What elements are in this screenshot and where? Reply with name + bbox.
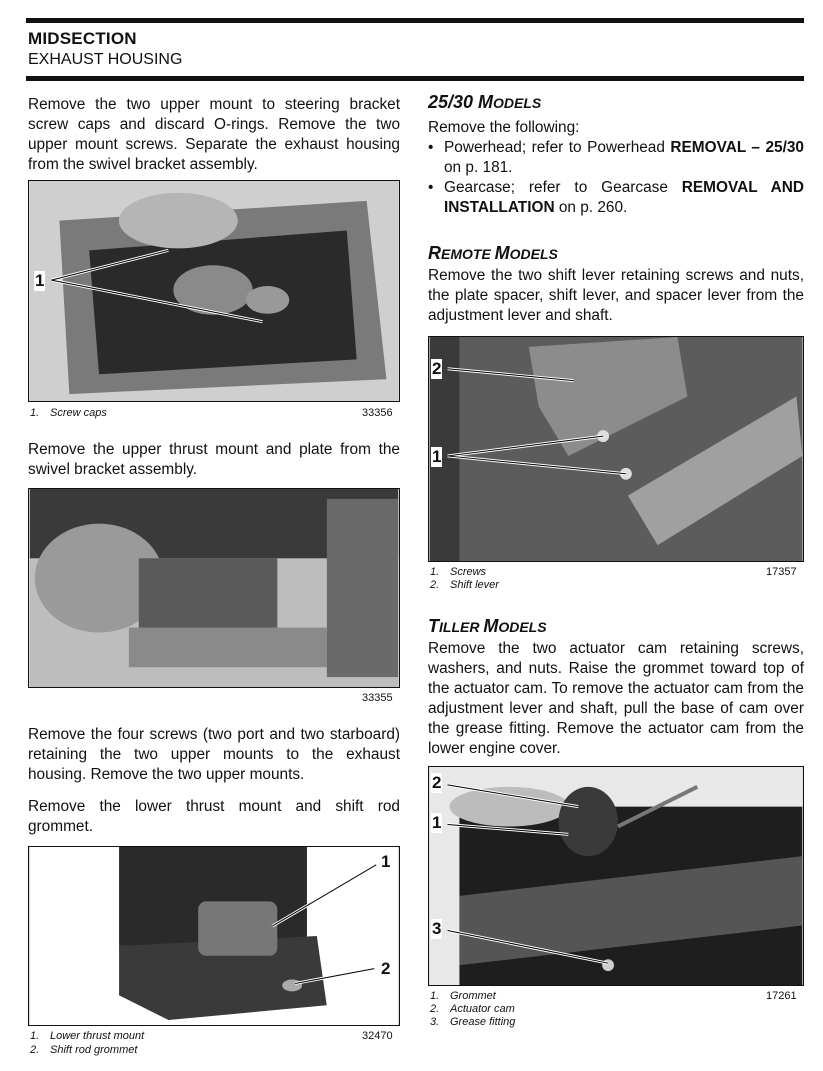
figure-actuator-cam — [428, 766, 804, 986]
figure-3-caption-2: 2. Shift rod grommet — [30, 1044, 138, 1056]
section-25-30-intro: Remove the following: — [428, 119, 580, 136]
list-item: • Powerhead; refer to Powerhead REMOVAL – 25/30 on p. 181. — [428, 138, 804, 178]
section-25-30-models-heading: 25/30 MODELS — [428, 92, 542, 112]
figure-5-id: 17261 — [766, 990, 797, 1002]
figure-screw-caps — [28, 180, 400, 402]
page-subtitle: EXHAUST HOUSING — [28, 51, 183, 68]
figure-lower-thrust-mount — [28, 846, 400, 1026]
figure-3-id: 32470 — [362, 1030, 393, 1042]
left-paragraph-1: Remove the two upper mount to steering bracket screw caps and discard O-rings. Remove the two upper mount screws. Separate the exhaust housing from the swivel bracket assembly. — [28, 96, 400, 173]
figure-5-caption-3: 3. Grease fitting — [430, 1016, 516, 1028]
left-paragraph-2: Remove the upper thrust mount and plate from the swivel bracket assembly. — [28, 441, 400, 478]
figure-upper-thrust-mount — [28, 488, 400, 688]
figure-5-callout-3: 3 — [432, 919, 442, 938]
section-25-30-list — [428, 138, 804, 218]
figure-5-caption-2: 2. Actuator cam — [430, 1003, 515, 1015]
figure-1-callout-1: 1 — [35, 271, 45, 290]
figure-1-caption: 1. Screw caps — [30, 407, 107, 419]
figure-shift-lever-photo — [429, 337, 803, 561]
figure-4-caption-1: 1. Screws — [430, 566, 487, 578]
figure-3-caption-1: 1. Lower thrust mount — [30, 1030, 145, 1042]
section-remote-models-heading: REMOTE MODELS — [428, 243, 558, 263]
figure-3-callout-1: 1 — [381, 852, 391, 871]
figure-5-callout-1: 1 — [432, 813, 442, 832]
figure-5-callout-2: 2 — [432, 773, 442, 792]
figure-4-callout-1: 1 — [432, 447, 442, 466]
figure-5-caption-1: 1. Grommet — [430, 990, 496, 1002]
top-rule — [26, 18, 804, 23]
figure-shift-lever — [428, 336, 804, 562]
figure-3-callout-2: 2 — [381, 959, 391, 978]
section-tiller-models-heading: TILLER MODELS — [428, 616, 547, 636]
section-remote-models-text: Remove the two shift lever retaining screws and nuts, the plate spacer, shift lever, and spacer lever from the adjustment lever and shaft. — [428, 267, 804, 324]
left-paragraph-3: Remove the four screws (two port and two starboard) retaining the two upper mounts to the exhaust housing. Remove the two upper mounts. — [28, 726, 400, 783]
figure-actuator-cam-photo — [429, 767, 803, 985]
figure-lower-thrust-mount-photo — [29, 847, 399, 1025]
figure-upper-thrust-mount-photo — [29, 489, 399, 687]
figure-4-id: 17357 — [766, 566, 797, 578]
figure-1-id: 33356 — [362, 407, 393, 419]
section-tiller-models-text: Remove the two actuator cam retaining screws, washers, and nuts. Raise the grommet toward top of the actuator cam. To remove the actuator cam from the adjustment lever and shaft, pull the base of cam over the grease fitting. Remove the actuator cam from the lower engine cover. — [428, 640, 804, 757]
header-rule — [26, 76, 804, 81]
figure-2-id: 33355 — [362, 692, 393, 704]
figure-screw-caps-photo — [29, 181, 399, 401]
list-item: • Gearcase; refer to Gearcase REMOVAL AND INSTALLATION on p. 260. — [428, 178, 804, 218]
left-paragraph-4: Remove the lower thrust mount and shift rod grommet. — [28, 798, 400, 835]
page-title: MIDSECTION — [28, 29, 137, 48]
figure-4-caption-2: 2. Shift lever — [430, 579, 499, 591]
figure-4-callout-2: 2 — [432, 359, 442, 378]
